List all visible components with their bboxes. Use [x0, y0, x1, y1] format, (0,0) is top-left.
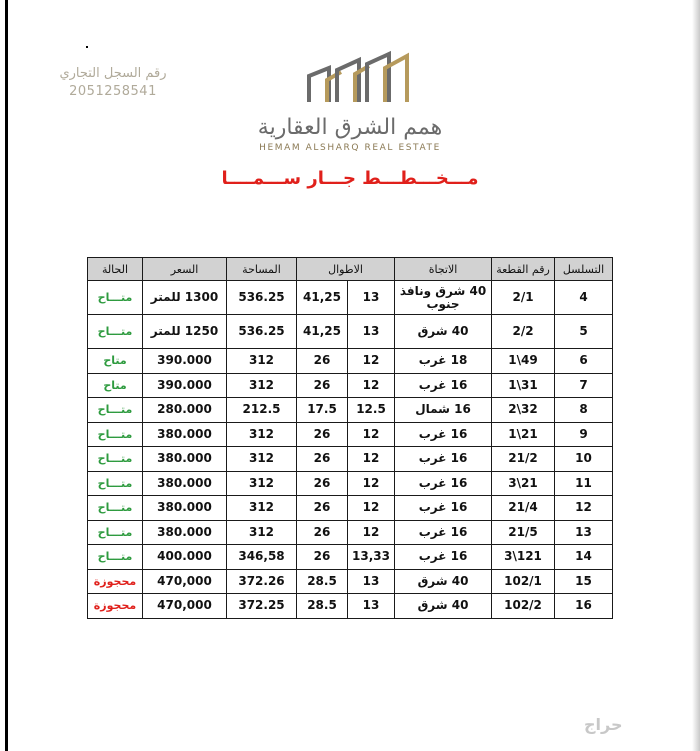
seq-cell: 12 — [555, 496, 613, 521]
table-row — [88, 496, 613, 521]
area-cell: 312 — [227, 349, 297, 374]
plot-cell: 49\1 — [492, 349, 555, 374]
company-name-english: HEMAM ALSHARQ REAL ESTATE — [259, 143, 441, 153]
price-cell: 470,000 — [143, 594, 227, 619]
area-cell: 346,58 — [227, 545, 297, 570]
direction-cell: 16 غرب — [395, 520, 492, 545]
direction-cell: 16 غرب — [395, 373, 492, 398]
haraj-watermark: حراج — [584, 715, 623, 734]
direction-cell: 16 غرب — [395, 471, 492, 496]
length-1-cell: 13,33 — [348, 545, 395, 570]
length-1-cell: 13 — [348, 594, 395, 619]
plot-cell: 32\2 — [492, 398, 555, 423]
seq-cell: 14 — [555, 545, 613, 570]
direction-cell: 18 غرب — [395, 349, 492, 374]
length-1-cell: 12 — [348, 496, 395, 521]
direction-cell: 16 غرب — [395, 422, 492, 447]
seq-cell: 10 — [555, 447, 613, 472]
length-2-cell: 26 — [297, 471, 348, 496]
direction-cell: 16 شمال — [395, 398, 492, 423]
length-1-cell: 12 — [348, 373, 395, 398]
area-cell: 372.25 — [227, 594, 297, 619]
length-1-cell: 12 — [348, 447, 395, 472]
status-cell: متـــاح — [88, 520, 143, 545]
length-2-cell: 28.5 — [297, 569, 348, 594]
length-1-cell: 13 — [348, 281, 395, 315]
price-cell: 1300 للمتر — [143, 281, 227, 315]
direction-cell: 16 غرب — [395, 545, 492, 570]
length-2-cell: 26 — [297, 520, 348, 545]
direction-cell: 40 شرق — [395, 594, 492, 619]
status-cell: محجوزة — [88, 594, 143, 619]
status-cell: متـــاح — [88, 471, 143, 496]
area-cell: 372.26 — [227, 569, 297, 594]
plot-cell: 21/4 — [492, 496, 555, 521]
seq-cell: 8 — [555, 398, 613, 423]
stray-mark — [86, 46, 88, 48]
plan-title: مـــخـــطـــط جـــار ســـمــــا — [221, 168, 479, 189]
area-cell: 312 — [227, 471, 297, 496]
price-cell: 390.000 — [143, 373, 227, 398]
length-1-cell: 12 — [348, 422, 395, 447]
area-cell: 312 — [227, 496, 297, 521]
price-cell: 470,000 — [143, 569, 227, 594]
length-2-cell: 41,25 — [297, 281, 348, 315]
seq-cell: 13 — [555, 520, 613, 545]
plot-cell: 21/2 — [492, 447, 555, 472]
price-cell: 280.000 — [143, 398, 227, 423]
table-row — [88, 398, 613, 423]
seq-cell: 16 — [555, 594, 613, 619]
area-cell: 312 — [227, 373, 297, 398]
plot-cell: 2/1 — [492, 281, 555, 315]
seq-cell: 11 — [555, 471, 613, 496]
length-1-cell: 12 — [348, 520, 395, 545]
length-2-cell: 26 — [297, 447, 348, 472]
company-name-arabic: همم الشرق العقارية — [257, 115, 443, 140]
status-cell: متاح — [88, 349, 143, 374]
table-row — [88, 281, 613, 315]
plots-table — [87, 257, 613, 619]
header-direction: الاتجاة — [395, 258, 492, 281]
length-2-cell: 41,25 — [297, 315, 348, 349]
status-cell: متـــاح — [88, 422, 143, 447]
status-cell: متـــاح — [88, 447, 143, 472]
status-cell: متـــاح — [88, 545, 143, 570]
plot-cell: 121\3 — [492, 545, 555, 570]
table-row — [88, 520, 613, 545]
price-cell: 380.000 — [143, 447, 227, 472]
registry-number: 2051258541 — [69, 84, 157, 99]
status-cell: متـــاح — [88, 281, 143, 315]
header-status: الحالة — [88, 258, 143, 281]
price-cell: 380.000 — [143, 422, 227, 447]
direction-cell: 16 غرب — [395, 496, 492, 521]
header-lengths: الاطوال — [297, 258, 395, 281]
seq-cell: 5 — [555, 315, 613, 349]
length-2-cell: 26 — [297, 422, 348, 447]
price-cell: 380.000 — [143, 496, 227, 521]
direction-cell: 40 شرق — [395, 569, 492, 594]
length-2-cell: 26 — [297, 349, 348, 374]
length-1-cell: 12.5 — [348, 398, 395, 423]
plot-cell: 2/2 — [492, 315, 555, 349]
table-row — [88, 594, 613, 619]
table-row — [88, 373, 613, 398]
header-plot-number: رقم القطعة — [492, 258, 555, 281]
right-edge-shadow — [692, 0, 700, 751]
price-cell: 390.000 — [143, 349, 227, 374]
length-1-cell: 12 — [348, 349, 395, 374]
length-1-cell: 12 — [348, 471, 395, 496]
area-cell: 536.25 — [227, 281, 297, 315]
area-cell: 312 — [227, 447, 297, 472]
table-header-row — [88, 258, 613, 281]
table-row — [88, 315, 613, 349]
seq-cell: 4 — [555, 281, 613, 315]
area-cell: 312 — [227, 422, 297, 447]
direction-cell: 40 شرق — [395, 315, 492, 349]
plot-cell: 31\1 — [492, 373, 555, 398]
status-cell: متـــاح — [88, 496, 143, 521]
price-cell: 380.000 — [143, 520, 227, 545]
status-cell: متـــاح — [88, 315, 143, 349]
length-2-cell: 26 — [297, 545, 348, 570]
price-cell: 1250 للمتر — [143, 315, 227, 349]
area-cell: 312 — [227, 520, 297, 545]
plot-cell: 102/2 — [492, 594, 555, 619]
length-2-cell: 26 — [297, 496, 348, 521]
status-cell: محجوزة — [88, 569, 143, 594]
commercial-registry — [58, 65, 168, 101]
plot-cell: 21\3 — [492, 471, 555, 496]
plot-cell: 21/5 — [492, 520, 555, 545]
seq-cell: 7 — [555, 373, 613, 398]
plot-cell: 102/1 — [492, 569, 555, 594]
area-cell: 536.25 — [227, 315, 297, 349]
header-area: المساحة — [227, 258, 297, 281]
table-row — [88, 422, 613, 447]
header-sequence: التسلسل — [555, 258, 613, 281]
table-row — [88, 349, 613, 374]
left-border-line — [5, 0, 8, 751]
length-2-cell: 28.5 — [297, 594, 348, 619]
table-row — [88, 569, 613, 594]
header-price: السعر — [143, 258, 227, 281]
area-cell: 212.5 — [227, 398, 297, 423]
status-cell: متـــاح — [88, 398, 143, 423]
table-row — [88, 545, 613, 570]
plot-cell: 21\1 — [492, 422, 555, 447]
length-1-cell: 13 — [348, 569, 395, 594]
seq-cell: 6 — [555, 349, 613, 374]
direction-cell: 16 غرب — [395, 447, 492, 472]
seq-cell: 15 — [555, 569, 613, 594]
length-2-cell: 17.5 — [297, 398, 348, 423]
price-cell: 380.000 — [143, 471, 227, 496]
direction-cell: 40 شرق ونافذ جنوب — [395, 281, 492, 315]
registry-label: رقم السجل التجاري — [59, 66, 167, 81]
table-row — [88, 447, 613, 472]
company-logo-buildings-icon — [307, 50, 411, 104]
length-2-cell: 26 — [297, 373, 348, 398]
seq-cell: 9 — [555, 422, 613, 447]
status-cell: متاح — [88, 373, 143, 398]
length-1-cell: 13 — [348, 315, 395, 349]
table-row — [88, 471, 613, 496]
price-cell: 400.000 — [143, 545, 227, 570]
